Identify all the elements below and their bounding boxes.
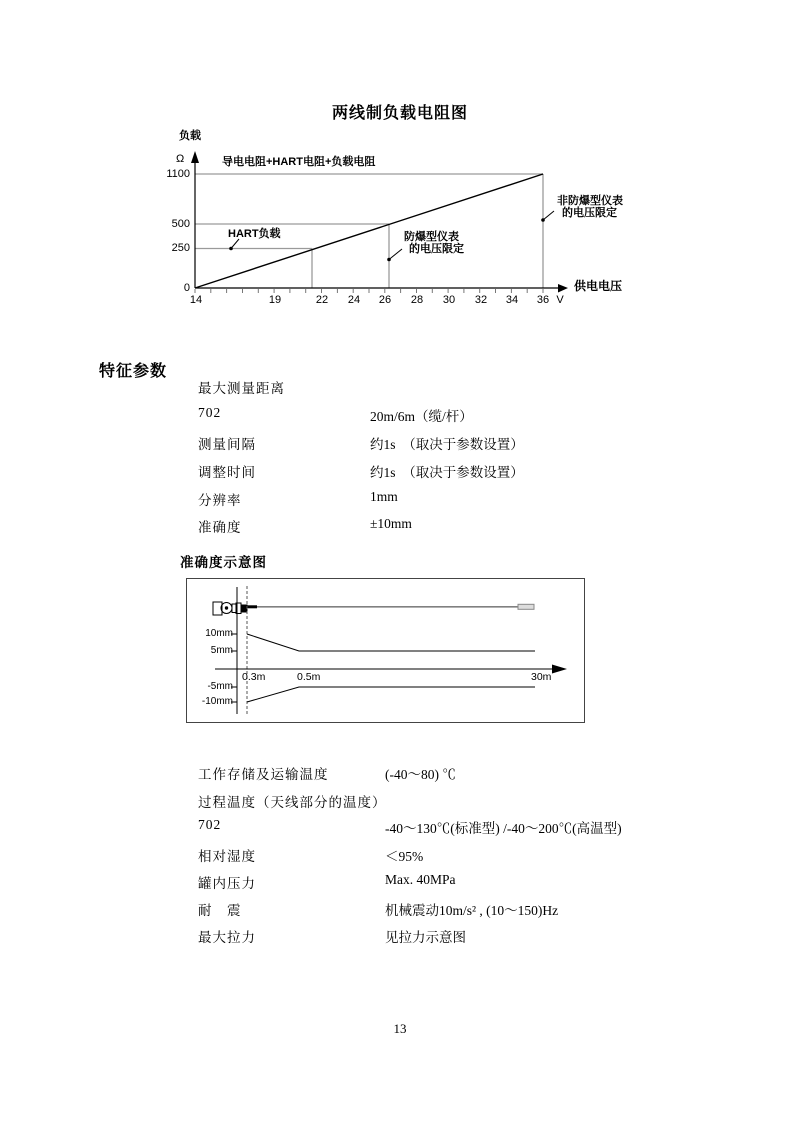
x-axis-ticks [195,289,543,293]
x-tick-14: 14 [189,294,203,306]
acc-x-tick-30m: 30m [531,671,552,683]
acc-y-tick-neg5mm: -5mm [207,681,233,692]
param-label: 最大拉力 [198,930,256,945]
x-tick-22: 22 [315,294,329,306]
param-label: 调整时间 [198,465,256,480]
x-tick-28: 28 [410,294,424,306]
param-row-vibration [0,899,800,919]
accuracy-chart-canvas [186,578,583,721]
y-tick-0: 0 [183,282,190,294]
load-chart-x-axis-title: 供电电压 [574,279,623,293]
sensor-device-icon [213,602,257,615]
param-label: 相对湿度 [198,849,256,864]
x-tick-30: 30 [442,294,456,306]
x-tick-19: 19 [268,294,282,306]
param-label: 702 [198,405,222,420]
x-tick-26: 26 [378,294,392,306]
param-row-interval [0,433,800,453]
load-chart-y-axis-title: 负载 [179,130,201,142]
param-value: ＜95% [385,849,424,864]
annotation-sum-line: 导电电阻+HART电阻+负载电阻 [222,156,376,168]
param-row-storage-temp [0,763,800,783]
param-label: 工作存储及运输温度 [198,767,329,782]
param-row-max-tension [0,926,800,946]
accuracy-x-axis-arrow [552,665,567,674]
y-tick-1100: 1100 [166,168,190,180]
annotation-nonex-limit-line1: 非防爆型仪表 [557,195,623,207]
x-axis-arrow [558,284,568,293]
subheading-max-distance: 最大测量距离 [198,381,285,396]
param-value: 1mm [370,489,398,504]
param-row-702-temp [0,817,800,837]
param-row-accuracy [0,516,800,536]
param-value: 约1s （取决于参数设置） [370,465,524,480]
annotation-ex-limit-line1: 防爆型仪表 [404,231,459,243]
acc-y-tick-neg10mm: -10mm [201,696,233,707]
y-tick-500: 500 [171,218,190,230]
param-value: 约1s （取决于参数设置） [370,437,524,452]
param-row-process-temp [0,791,800,811]
annotation-hart-load: HART负载 [228,228,281,240]
x-tick-32: 32 [474,294,488,306]
x-tick-36: 36 [536,294,550,306]
param-value: Max. 40MPa [385,872,456,887]
param-label: 耐 震 [198,903,242,918]
annotation-ex-limit-line2: 的电压限定 [409,243,464,255]
param-value: ±10mm [370,516,412,531]
param-value: 机械震动10m/s² , (10～150)Hz [385,903,559,918]
param-value: 20m/6m（缆/杆） [370,409,473,424]
upper-tolerance-line [247,634,535,651]
param-label: 准确度 [198,520,242,535]
param-row-resolution [0,489,800,509]
x-tick-24: 24 [347,294,361,306]
param-value: 见拉力示意图 [385,930,466,945]
param-row-702 [0,405,800,425]
page-number: 13 [393,1021,407,1036]
accuracy-chart-title: 准确度示意图 [180,555,267,570]
load-chart-y-unit: Ω [176,153,185,165]
acc-y-tick-5mm: 5mm [210,645,233,656]
param-label: 测量间隔 [198,437,256,452]
param-label: 过程温度（天线部分的温度） [198,795,387,810]
param-label: 分辨率 [198,493,242,508]
y-tick-250: 250 [171,242,190,254]
param-value: -40～130℃(标准型) /-40～200℃(高温型) [385,821,622,836]
cable-end-weight [518,604,534,609]
acc-y-tick-10mm: 10mm [205,628,233,639]
param-row-tank-pressure [0,872,800,892]
param-row-adjust-time [0,461,800,481]
y-axis-arrow [191,151,199,163]
annotation-nonex-limit-line2: 的电压限定 [562,207,617,219]
param-label: 702 [198,817,222,832]
param-value: (-40～80) ℃ [385,767,456,782]
param-row-humidity [0,845,800,865]
section-heading-parameters: 特征参数 [99,363,168,380]
acc-x-tick-05m: 0.5m [297,671,321,683]
acc-x-tick-03m: 0.3m [242,671,266,683]
lower-tolerance-line [247,687,535,702]
load-chart-title: 两线制负载电阻图 [331,105,468,122]
x-tick-34: 34 [505,294,519,306]
x-unit-label: V [556,294,564,306]
param-label: 罐内压力 [198,876,256,891]
